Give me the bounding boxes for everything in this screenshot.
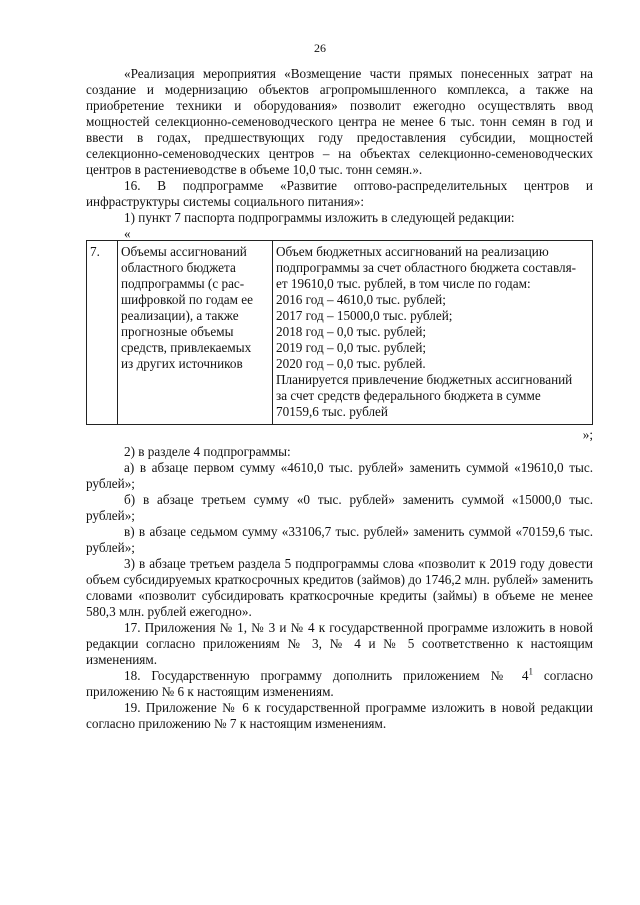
value-line: 2019 год – 0,0 тыс. рублей; [276, 340, 427, 355]
paragraph-16-1: 1) пункт 7 паспорта подпрограммы изложить в следующей редакции: [124, 210, 515, 225]
table-cell-value [273, 241, 593, 425]
quote-open-mark: « [124, 226, 131, 241]
name-line: Объемы ассигнований [121, 244, 247, 259]
table-cell-name [118, 241, 273, 425]
name-line: шифровкой по годам ее [121, 292, 254, 307]
paragraph-17: 17. Приложения № 1, № 3 и № 4 к государственной программе изложить в новой редакции согласно приложениям № 3, № 4 и № 5 соответственно к настоящим изменениям. [86, 620, 593, 667]
paragraph-18-text: 18. Государственную программу дополнить приложением № 4 [124, 668, 529, 683]
table-cell-number: 7. [87, 241, 118, 425]
name-line: средств, привлекаемых [121, 340, 252, 355]
value-line: подпрограммы за счет областного бюджета составля- [276, 260, 577, 275]
document-body [86, 66, 593, 732]
name-line: подпрограммы (с рас- [121, 276, 245, 291]
paragraph-16: 16. В подпрограмме «Развитие оптово-распределительных центров и инфраструктуры системы социального питания»: [86, 178, 593, 209]
name-line: реализации), а также [121, 308, 239, 323]
value-line: ет 19610,0 тыс. рублей, в том числе по годам: [276, 276, 531, 291]
value-line: 2018 год – 0,0 тыс. рублей; [276, 324, 427, 339]
name-line: прогнозные объемы [121, 324, 234, 339]
value-line: за счет средств федерального бюджета в сумме [276, 388, 541, 403]
table-row [87, 241, 593, 425]
paragraph-18-text-end: согласно приложению № 6 к настоящим изменениям. [86, 668, 594, 699]
value-line: Планируется привлечение бюджетных ассигнований [276, 372, 573, 387]
value-line: 2020 год – 0,0 тыс. рублей. [276, 356, 426, 371]
paragraph-16-2: 2) в разделе 4 подпрограммы: [124, 444, 291, 459]
paragraph-16-2-b: б) в абзаце третьем сумму «0 тыс. рублей» заменить суммой «15000,0 тыс. рублей»; [86, 492, 593, 523]
paragraph-18 [86, 668, 593, 700]
name-line: областного бюджета [121, 260, 236, 275]
value-line: 2017 год – 15000,0 тыс. рублей; [276, 308, 453, 323]
name-line: из других источников [121, 356, 243, 371]
paragraph-16-3: 3) в абзаце третьем раздела 5 подпрограммы слова «позволит к 2019 году довести объем субсидируемых краткосрочных кредитов (займов) до 1746,2 млн. рублей» заменить словами «позволит субсидировать краткосрочные кредиты (займы) в объеме не менее 580,3 млн. рублей ежегодно». [86, 556, 593, 619]
superscript: 1 [528, 666, 533, 677]
paragraph-quote-realization: «Реализация мероприятия «Возмещение части прямых понесенных затрат на создание и модернизацию объектов агропромышленного комплекса, а также на приобретение техники и оборудования» позволит ежегодно осуществлять ввод мощностей селекционно-семеноводческого центра не менее 6 тыс. тонн семян в год и ввести в годах, предшествующих году предоставления субсидии, мощностей селекционно-семеноводческих центров – на объектах селекционно-семеноводческих центров в растениеводстве в объеме 10,0 тыс. тонн семян.». [86, 66, 593, 177]
paragraph-16-2-c: в) в абзаце седьмом сумму «33106,7 тыс. рублей» заменить суммой «70159,6 тыс. рублей»; [86, 524, 593, 555]
passport-table [86, 240, 593, 425]
value-line: 2016 год – 4610,0 тыс. рублей; [276, 292, 446, 307]
quote-close-mark: »; [582, 427, 593, 442]
paragraph-16-2-a: а) в абзаце первом сумму «4610,0 тыс. рублей» заменить суммой «19610,0 тыс. рублей»; [86, 460, 593, 491]
value-line: 70159,6 тыс. рублей [276, 404, 388, 419]
value-line: Объем бюджетных ассигнований на реализацию [276, 244, 549, 259]
page-number: 26 [314, 41, 326, 55]
paragraph-19: 19. Приложение № 6 к государственной программе изложить в новой редакции согласно приложению № 7 к настоящим изменениям. [86, 700, 593, 731]
